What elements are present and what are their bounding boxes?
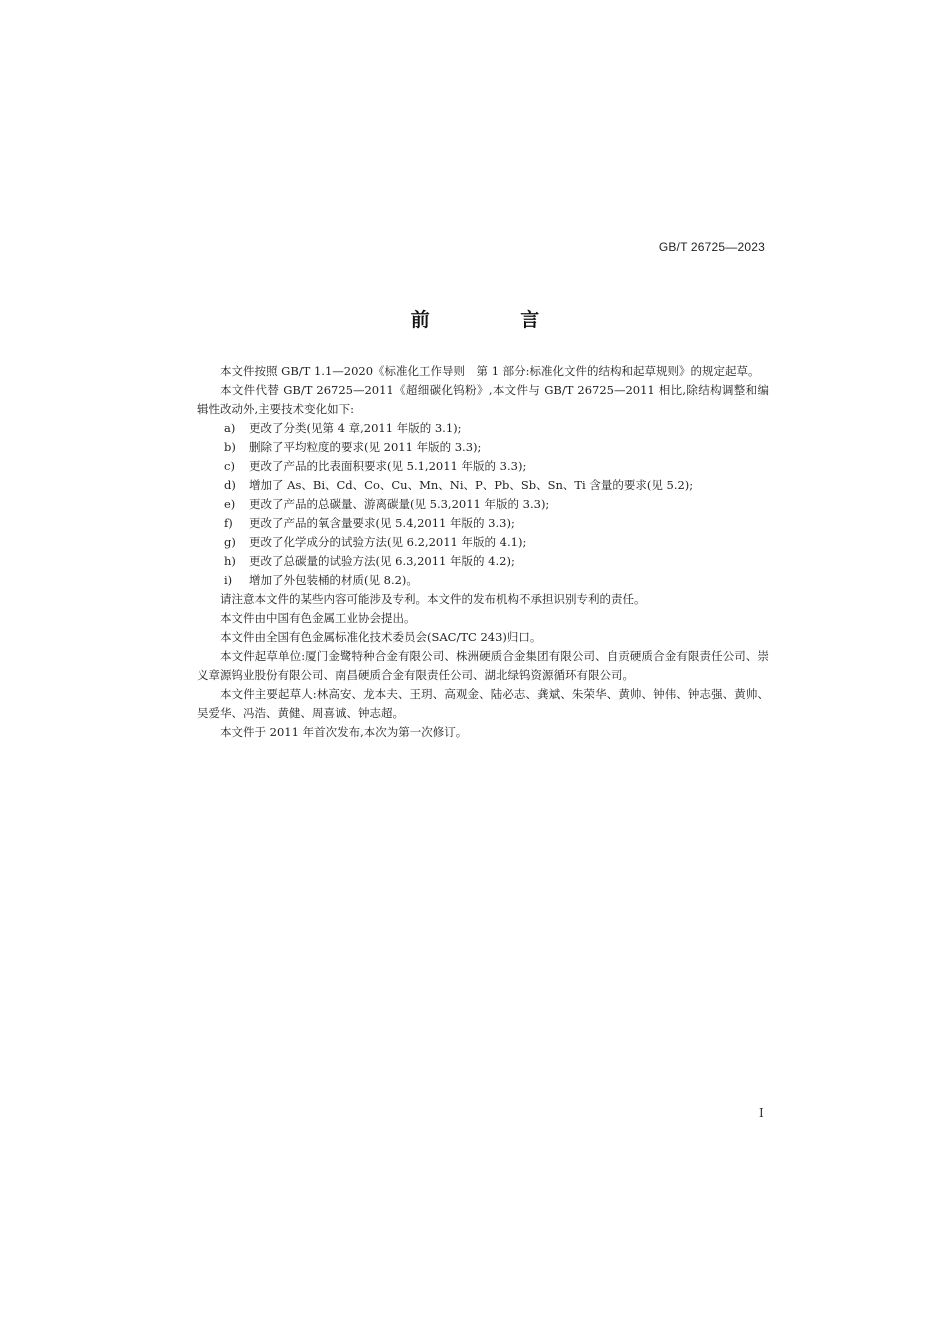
list-item: f) 更改了产品的氧含量要求(见 5.4,2011 年版的 3.3); [224,516,515,530]
paragraph-drafters: 本文件主要起草人:林高安、龙本夫、王玥、高观金、陆必志、龚斌、朱荣华、黄帅、钟伟、钟志强、黄帅、吴爱华、冯浩、黄健、周喜诚、钟志超。 [197,687,769,720]
foreword-body [197,362,769,742]
list-item: h) 更改了总碳量的试验方法(见 6.3,2011 年版的 4.2); [224,554,515,568]
list-item: i) 增加了外包装桶的材质(见 8.2)。 [224,573,418,587]
list-item: c) 更改了产品的比表面积要求(见 5.1,2011 年版的 3.3); [224,459,527,473]
paragraph-committee: 本文件由全国有色金属标准化技术委员会(SAC/TC 243)归口。 [220,630,542,644]
paragraph-patent-notice: 请注意本文件的某些内容可能涉及专利。本文件的发布机构不承担识别专利的责任。 [220,592,646,606]
page-title: 前 言 [410,309,582,331]
technical-changes-list [197,419,769,590]
paragraph-proposer: 本文件由中国有色金属工业协会提出。 [220,611,416,625]
list-item: e) 更改了产品的总碳量、游离碳量(见 5.3,2011 年版的 3.3); [224,497,550,511]
list-item: g) 更改了化学成分的试验方法(见 6.2,2011 年版的 4.1); [224,535,527,549]
paragraph-history: 本文件于 2011 年首次发布,本次为第一次修订。 [220,725,468,739]
paragraph-replacement: 本文件代替 GB/T 26725—2011《超细碳化钨粉》,本文件与 GB/T 26725—2011 相比,除结构调整和编辑性改动外,主要技术变化如下: [197,383,769,416]
page-number: I [759,1106,764,1120]
paragraph-drafting-basis: 本文件按照 GB/T 1.1—2020《标准化工作导则 第 1 部分:标准化文件的结构和起草规则》的规定起草。 [220,364,760,378]
standard-code: GB/T 26725—2023 [658,240,765,254]
paragraph-drafting-units: 本文件起草单位:厦门金鹭特种合金有限公司、株洲硬质合金集团有限公司、自贡硬质合金有限责任公司、崇义章源钨业股份有限公司、南昌硬质合金有限责任公司、湖北绿钨资源循环有限公司。 [197,649,769,682]
list-item: d) 增加了 As、Bi、Cd、Co、Cu、Mn、Ni、P、Pb、Sb、Sn、Ti 含量的要求(见 5.2); [224,478,694,492]
list-item: b) 删除了平均粒度的要求(见 2011 年版的 3.3); [224,440,482,454]
list-item: a) 更改了分类(见第 4 章,2011 年版的 3.1); [224,421,462,435]
